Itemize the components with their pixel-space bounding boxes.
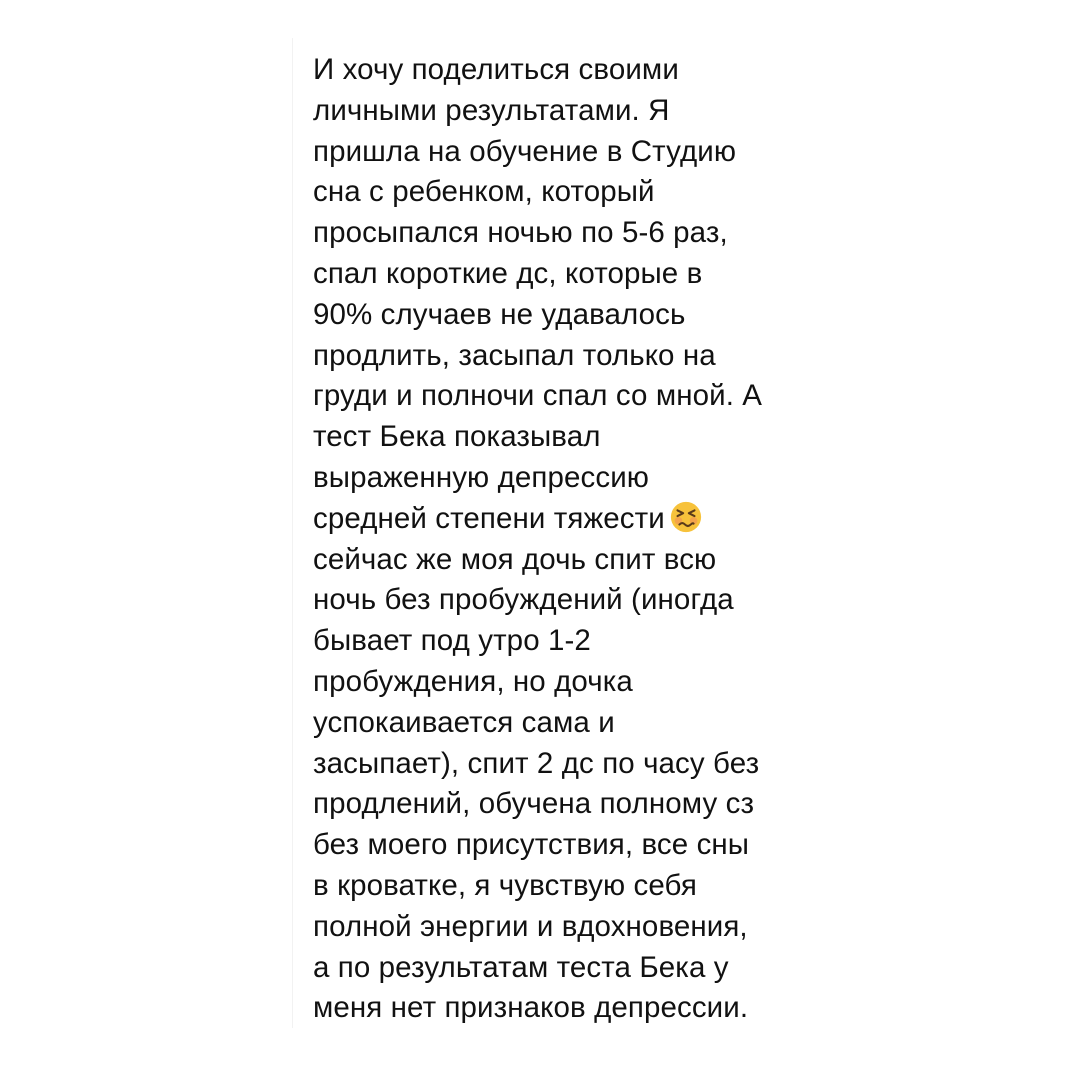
message-line: а по результатам теста Бека у: [313, 950, 729, 984]
message-line: тест Бека показывал: [313, 420, 601, 454]
message-line-with-emoji: [313, 499, 793, 540]
message-line: полной энергии и вдохновения,: [313, 909, 748, 943]
message-line: личными результатами. Я: [313, 93, 670, 127]
message-line: спал короткие дс, которые в: [313, 256, 703, 290]
message-text: [313, 50, 793, 1029]
message-line: груди и полночи спал со мной. А: [313, 379, 763, 413]
message-line: 90% случаев не удавалось: [313, 297, 686, 331]
message-line: продлить, засыпал только на: [313, 338, 716, 372]
message-line: в кроватке, я чувствую себя: [313, 868, 697, 902]
message-line: выраженную депрессию: [313, 460, 649, 494]
message-line: сейчас же моя дочь спит всю: [313, 542, 717, 576]
message-line: успокаивается сама и: [313, 705, 615, 739]
message-line: продлений, обучена полному сз: [313, 787, 755, 821]
message-line-text: средней степени тяжести: [313, 501, 665, 535]
emoji-face: [671, 502, 701, 532]
message-line: бывает под утро 1-2: [313, 624, 591, 658]
message-line: сна с ребенком, который: [313, 175, 655, 209]
message-line: ночь без пробуждений (иногда: [313, 583, 734, 617]
message-line: пробуждения, но дочка: [313, 664, 633, 698]
message-line: просыпался ночью по 5-6 раз,: [313, 216, 728, 250]
message-line: засыпает), спит 2 дс по часу без: [313, 746, 760, 780]
message-line: И хочу поделиться своими: [313, 53, 679, 86]
message-line: без моего присутствия, все сны: [313, 828, 750, 862]
message-line: меня нет признаков депрессии.: [313, 991, 749, 1025]
message-line: пришла на обучение в Студию: [313, 134, 737, 168]
persevering-face-icon: [669, 500, 703, 534]
message-panel: [292, 38, 792, 1028]
